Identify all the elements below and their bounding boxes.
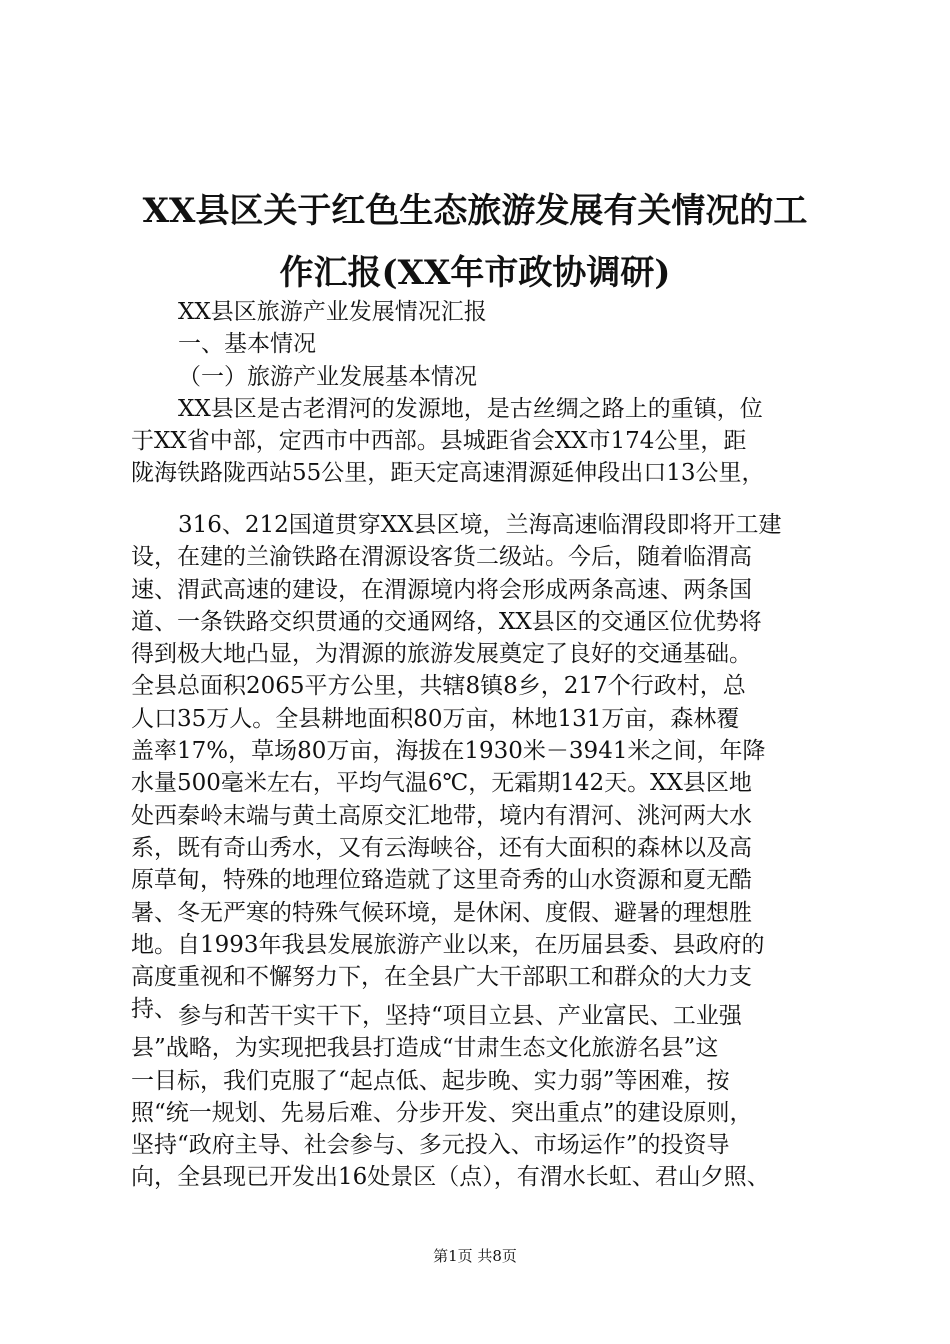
text-line: 持、 — [131, 996, 177, 1023]
text-line: 人口35万人。全县耕地面积80万亩，林地131万亩，森林覆 — [131, 705, 740, 732]
section-heading: 一、基本情况 — [178, 331, 316, 358]
text-line: 盖率17%，草场80万亩，海拔在1930米－3941米之间，年降 — [131, 738, 766, 765]
text-line: 设，在建的兰渝铁路在渭源设客货二级站。今后，随着临渭高 — [131, 544, 752, 571]
page-number-footer: 第1页 共8页 — [433, 1247, 517, 1265]
text-line: 坚持“政府主导、社会参与、多元投入、市场运作”的投资导 — [131, 1132, 730, 1159]
text-line: 系，既有奇山秀水，又有云海峡谷，还有大面积的森林以及高 — [131, 834, 752, 861]
text-line: 316、212国道贯穿XX县区境，兰海高速临渭段即将开工建 — [178, 512, 782, 538]
text-line: 得到极大地凸显，为渭源的旅游发展奠定了良好的交通基础。 — [131, 641, 752, 668]
text-line: 一目标，我们克服了“起点低、起步晚、实力弱”等困难，按 — [131, 1067, 730, 1094]
text-line: 暑、冬无严寒的特殊气候环境，是休闲、度假、避暑的理想胜 — [131, 899, 752, 926]
text-line: 处西秦岭末端与黄土高原交汇地带，境内有渭河、洮河两大水 — [131, 802, 752, 829]
document-title-line-2: 作汇报(XX年市政协调研) — [279, 253, 671, 293]
text-line: 县”战略，为实现把我县打造成“甘肃生态文化旅游名县”这 — [131, 1035, 719, 1062]
text-line: 水量500毫米左右，平均气温6℃，无霜期142天。XX县区地 — [131, 770, 752, 797]
text-line: 向，全县现已开发出16处景区（点），有渭水长虹、君山夕照、 — [131, 1164, 770, 1191]
document-title-line-1: XX县区关于红色生态旅游发展有关情况的工 — [142, 191, 808, 231]
text-line: 地。自1993年我县发展旅游产业以来，在历届县委、县政府的 — [131, 931, 765, 958]
text-line: XX县区是古老渭河的发源地，是古丝绸之路上的重镇，位 — [178, 395, 763, 422]
paragraph-block-2 — [131, 509, 843, 1026]
text-line: 高度重视和不懈努力下，在全县广大干部职工和群众的大力支 — [131, 964, 752, 991]
text-line: 参与和苦干实干下，坚持“项目立县、产业富民、工业强 — [178, 1003, 742, 1029]
text-line: 照“统一规划、先易后难、分步开发、突出重点”的建设原则， — [131, 1099, 753, 1126]
text-line: 陇海铁路陇西站55公里，距天定高速渭源延伸段出口13公里， — [131, 460, 765, 487]
subsection-heading: （一）旅游产业发展基本情况 — [178, 363, 477, 390]
paragraph-block-3 — [131, 1000, 843, 1194]
text-line: 全县总面积2065平方公里，共辖8镇8乡，217个行政村，总 — [131, 673, 746, 700]
text-line: 于XX省中部，定西市中西部。县城距省会XX市174公里，距 — [131, 428, 747, 455]
paragraph-block-1 — [131, 296, 843, 490]
text-line: 道、一条铁路交织贯通的交通网络，XX县区的交通区位优势将 — [131, 608, 762, 635]
text-line: 速、渭武高速的建设，在渭源境内将会形成两条高速、两条国 — [131, 576, 752, 603]
section-heading: XX县区旅游产业发展情况汇报 — [178, 299, 487, 325]
text-line: 原草甸，特殊的地理位臵造就了这里奇秀的山水资源和夏无酷 — [131, 867, 752, 894]
